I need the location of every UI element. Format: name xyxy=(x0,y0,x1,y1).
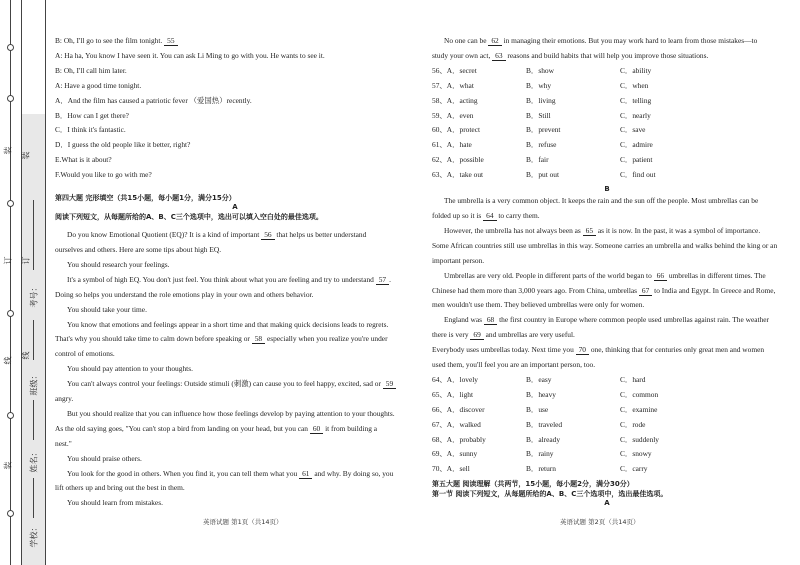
option-row xyxy=(432,418,710,433)
passage-line: Doing so helps you understand the role emotions play in your own and others behavior. xyxy=(55,289,314,299)
seal-char: 线 xyxy=(3,356,13,365)
option-choice[interactable]: B．living xyxy=(526,95,556,105)
answer-blank[interactable]: 67 xyxy=(639,286,652,296)
option-choice[interactable]: 70、A．sell xyxy=(432,464,470,474)
name-label: 姓名： xyxy=(29,448,39,473)
option-row xyxy=(432,64,710,79)
option-choice[interactable]: 60、A．protect xyxy=(432,125,481,135)
option-choice[interactable]: C．ability xyxy=(620,65,652,75)
option-choice[interactable]: B．use xyxy=(526,404,549,414)
page-footer: 英语试题 第2页（共14页） xyxy=(560,518,640,526)
option-choice[interactable]: B．easy xyxy=(526,374,552,384)
dialog-line: B: Oh, I'll call him later. xyxy=(55,65,127,75)
dialog-line: B: Oh, I'll go to see the film tonight. 55 xyxy=(55,34,415,49)
option-choice[interactable]: 59、A．even xyxy=(432,110,474,120)
passage-line: No one can be 62 in managing their emotions. But you may work hard to learn from those mistakes—to xyxy=(444,36,758,45)
passage-line: folded up so it is 64 to carry them. xyxy=(432,210,540,220)
margin-circle xyxy=(7,510,14,517)
option-choice[interactable]: B．why xyxy=(526,80,552,90)
option-choice[interactable]: C．hard xyxy=(620,374,646,384)
seal-char: 装 xyxy=(3,461,13,470)
passage-line: You should take your time. xyxy=(67,304,147,314)
option-row xyxy=(432,373,710,388)
passage-line: Do you know Emotional Quotient (EQ)? It is a kind of important 56 that helps us better understand xyxy=(67,230,367,240)
answer-blank[interactable]: 64 xyxy=(483,211,496,221)
passage-line: England was 68 the first country in Europe where common people used umbrellas against rain. The weather xyxy=(444,315,770,325)
binding-margin xyxy=(0,0,46,565)
choice-item: B．How can I get there? xyxy=(55,110,129,120)
answer-blank[interactable]: 56 xyxy=(261,230,274,240)
choice-item: E.What is it about? xyxy=(55,155,112,165)
passage-line: That's why you should take time to calm down before speaking or 58 especially when you realize you're under xyxy=(55,334,388,344)
passage-line: Some African countries still use umbrellas in this way. Someone carries an umbrella and walks behind the king or an xyxy=(432,240,778,250)
seal-char: 装 xyxy=(21,151,31,160)
option-choice[interactable]: 64、A．lovely xyxy=(432,374,478,384)
page-footer: 英语试题 第1页（共14页） xyxy=(203,518,283,526)
section5-subtitle: 第一节 阅读下列短文，从每题所给的A、B、C三个选项中，选出最佳选项。 xyxy=(432,490,668,499)
class-line[interactable] xyxy=(33,320,34,360)
name-line[interactable] xyxy=(33,400,34,440)
passage-line: nest." xyxy=(55,438,72,448)
answer-blank[interactable]: 65 xyxy=(583,226,596,236)
option-row xyxy=(432,388,710,403)
answer-blank[interactable]: 55 xyxy=(164,36,177,46)
option-choice[interactable]: C．patient xyxy=(620,155,653,165)
passage-line: men wouldn't use them. They believed umbrellas were only for women. xyxy=(432,300,645,310)
passage-line: You should learn from mistakes. xyxy=(67,498,163,508)
passage-line: You should praise others. xyxy=(67,453,142,463)
passage-line: there is very 69 and umbrellas are very useful. xyxy=(432,330,575,340)
option-choice[interactable]: B．traveled xyxy=(526,419,563,429)
school-line[interactable] xyxy=(33,478,34,518)
option-choice[interactable]: B．put out xyxy=(526,170,560,180)
answer-blank[interactable]: 70 xyxy=(576,345,589,355)
margin-circle xyxy=(7,310,14,317)
passage-line: control of emotions. xyxy=(55,349,115,359)
option-choice[interactable]: C．save xyxy=(620,125,646,135)
exam-no-label: 考号： xyxy=(29,283,39,308)
dialog-line: A: Have a good time tonight. xyxy=(55,80,142,90)
option-choice[interactable]: C．carry xyxy=(620,464,648,474)
answer-blank[interactable]: 60 xyxy=(310,424,323,434)
option-choice[interactable]: C．telling xyxy=(620,95,652,105)
section5-title: 第五大题 阅读理解（共两节，15小题，每小题2分，满分30分） xyxy=(432,480,634,489)
margin-circle xyxy=(7,95,14,102)
option-choice[interactable]: B．prevent xyxy=(526,125,561,135)
section4-instructions: 阅读下列短文，从每题所给的A、B、C三个选项中，选出可以填入空白处的最佳选项。 xyxy=(55,213,323,222)
passage-line: But you should realize that you can influence how those feelings develop by paying attention to your thoughts. xyxy=(67,408,395,418)
answer-blank[interactable]: 66 xyxy=(654,271,667,281)
option-choice[interactable]: C．find out xyxy=(620,170,656,180)
answer-blank[interactable]: 69 xyxy=(470,330,483,340)
options-table-a xyxy=(432,64,710,183)
passage-line: You look for the good in others. When you find it, you can tell them what you 61 and why. By doing so, you xyxy=(67,468,394,478)
passage-line: You can't always control your feelings: Outside stimuli (刺激) can cause you to feel happy, excited, sad or 59 xyxy=(55,377,415,392)
answer-blank[interactable]: 57 xyxy=(376,275,389,285)
answer-blank[interactable]: 61 xyxy=(299,469,312,479)
passage-line: It's a symbol of high EQ. You don't just feel. You think about what you are feeling and try to understand 57 . xyxy=(67,274,391,284)
option-row xyxy=(432,138,710,153)
answer-blank[interactable]: 62 xyxy=(488,36,501,46)
passage-line: Chinese had them more than 3,000 years ago. From China, umbrellas 67 to India and Egypt. In Greece and Rome, xyxy=(432,285,776,295)
option-choice[interactable]: C．examine xyxy=(620,404,658,414)
answer-blank[interactable]: 58 xyxy=(252,334,265,344)
passage-line: Umbrellas are very old. People in different parts of the world began to 66 umbrellas in different times. The xyxy=(444,270,766,280)
choice-item: D．I guess the old people like it better, right? xyxy=(55,140,191,150)
passage-line: important person. xyxy=(432,255,485,265)
choice-item: F.Would you like to go with me? xyxy=(55,170,152,180)
option-choice[interactable]: B．refuse xyxy=(526,140,557,150)
cloze-passage-end xyxy=(432,34,782,64)
option-choice[interactable]: C．rode xyxy=(620,419,646,429)
passage-line: As the old saying goes, "You can't stop a bird from landing on your head, but you can 60 it from building a xyxy=(55,423,378,433)
option-choice[interactable]: 57、A．what xyxy=(432,80,474,90)
option-choice[interactable]: B．return xyxy=(526,464,556,474)
right-column xyxy=(432,34,782,508)
option-choice[interactable]: B．show xyxy=(526,65,554,75)
margin-outer-line xyxy=(10,0,11,565)
option-choice[interactable]: B．fair xyxy=(526,155,549,165)
class-label: 班级： xyxy=(29,371,39,396)
option-choice[interactable]: 69、A．sunny xyxy=(432,449,478,459)
margin-circle xyxy=(7,44,14,51)
option-choice[interactable]: 67、A．walked xyxy=(432,419,481,429)
margin-inner-line xyxy=(21,0,22,565)
option-choice[interactable]: C．snowy xyxy=(620,449,652,459)
school-label: 学校： xyxy=(29,523,39,548)
passage-line: study your own act, 63 reasons and build habits that will help you improve those situations. xyxy=(432,50,709,60)
passage-a-label: A xyxy=(232,203,238,212)
passage-line: However, the umbrella has not always been as 65 as it is now. In the past, it was a symbol of importance. xyxy=(444,225,761,235)
margin-circle xyxy=(7,412,14,419)
margin-circle xyxy=(7,200,14,207)
option-row xyxy=(432,168,710,183)
margin-edge-line xyxy=(45,0,46,565)
passage-line: The umbrella is a very common object. It keeps the rain and the sun off the people. Most umbrellas can be xyxy=(444,196,759,206)
passage-b xyxy=(432,194,782,373)
passage-line: ourselves and others. Here are some tips about high EQ. xyxy=(55,244,222,254)
option-choice[interactable]: 63、A．take out xyxy=(432,170,484,180)
seal-char: 线 xyxy=(21,351,31,360)
dialog-line: A: Ha ha, You know I have seen it. You can ask Li Ming to go with you. He wants to see it. xyxy=(55,50,325,60)
option-choice[interactable]: B．heavy xyxy=(526,389,556,399)
option-row xyxy=(432,109,710,124)
passage-line: You should pay attention to your thoughts. xyxy=(67,364,193,374)
option-choice[interactable]: B．Still xyxy=(526,110,551,120)
option-row xyxy=(432,153,710,168)
option-choice[interactable]: 62、A．possible xyxy=(432,155,484,165)
option-choice[interactable]: B．already xyxy=(526,434,561,444)
option-row xyxy=(432,447,710,462)
seal-char: 订 xyxy=(3,256,13,265)
passage-line: You know that emotions and feelings appear in a short time and that making quick decisions leads to regrets. xyxy=(67,319,389,329)
section4-title: 第四大题 完形填空（共15小题，每小题1分，满分15分） xyxy=(55,194,236,203)
answer-blank[interactable]: 59 xyxy=(383,379,396,389)
option-row xyxy=(432,123,710,138)
passage-line: lift others up and bring out the best in them. xyxy=(55,483,185,493)
option-choice[interactable]: 65、A．light xyxy=(432,389,474,399)
passage-line: used them, you'll feel you are an important person, too. xyxy=(432,360,596,370)
option-choice[interactable]: C．admire xyxy=(620,140,653,150)
option-row xyxy=(432,433,710,448)
seal-char: 订 xyxy=(21,256,31,265)
option-choice[interactable]: C．suddenly xyxy=(620,434,660,444)
option-choice[interactable]: C．nearly xyxy=(620,110,651,120)
passage-line: You should research your feelings. xyxy=(67,259,170,269)
option-choice[interactable]: 61、A．hate xyxy=(432,140,472,150)
cloze-passage xyxy=(55,228,415,511)
answer-blank[interactable]: 63 xyxy=(492,51,505,61)
choice-item: A．And the film has caused a patriotic fever （爱国热）recently. xyxy=(55,95,252,105)
option-row xyxy=(432,403,710,418)
left-column xyxy=(55,34,415,511)
option-choice[interactable]: 58、A．acting xyxy=(432,95,478,105)
passage-b-label: B xyxy=(604,185,610,194)
option-row xyxy=(432,94,710,109)
option-row xyxy=(432,79,710,94)
option-choice[interactable]: 66、A．discover xyxy=(432,404,485,414)
choice-item: C．I think it's fantastic. xyxy=(55,125,126,135)
answer-blank[interactable]: 68 xyxy=(484,315,497,325)
option-choice[interactable]: 56、A．secret xyxy=(432,65,477,75)
passage-a2-label: A xyxy=(604,499,610,508)
exam-no-line[interactable] xyxy=(33,200,34,270)
seal-char: 装 xyxy=(3,146,13,155)
option-choice[interactable]: B．rainy xyxy=(526,449,554,459)
passage-line: angry. xyxy=(55,394,74,404)
option-choice[interactable]: C．common xyxy=(620,389,659,399)
option-choice[interactable]: 68、A．probably xyxy=(432,434,486,444)
option-choice[interactable]: C．when xyxy=(620,80,649,90)
option-row xyxy=(432,462,710,477)
passage-line: Everybody uses umbrellas today. Next time you 70 one, thinking that for centuries only great men and women xyxy=(432,345,765,355)
options-table-b xyxy=(432,373,710,477)
